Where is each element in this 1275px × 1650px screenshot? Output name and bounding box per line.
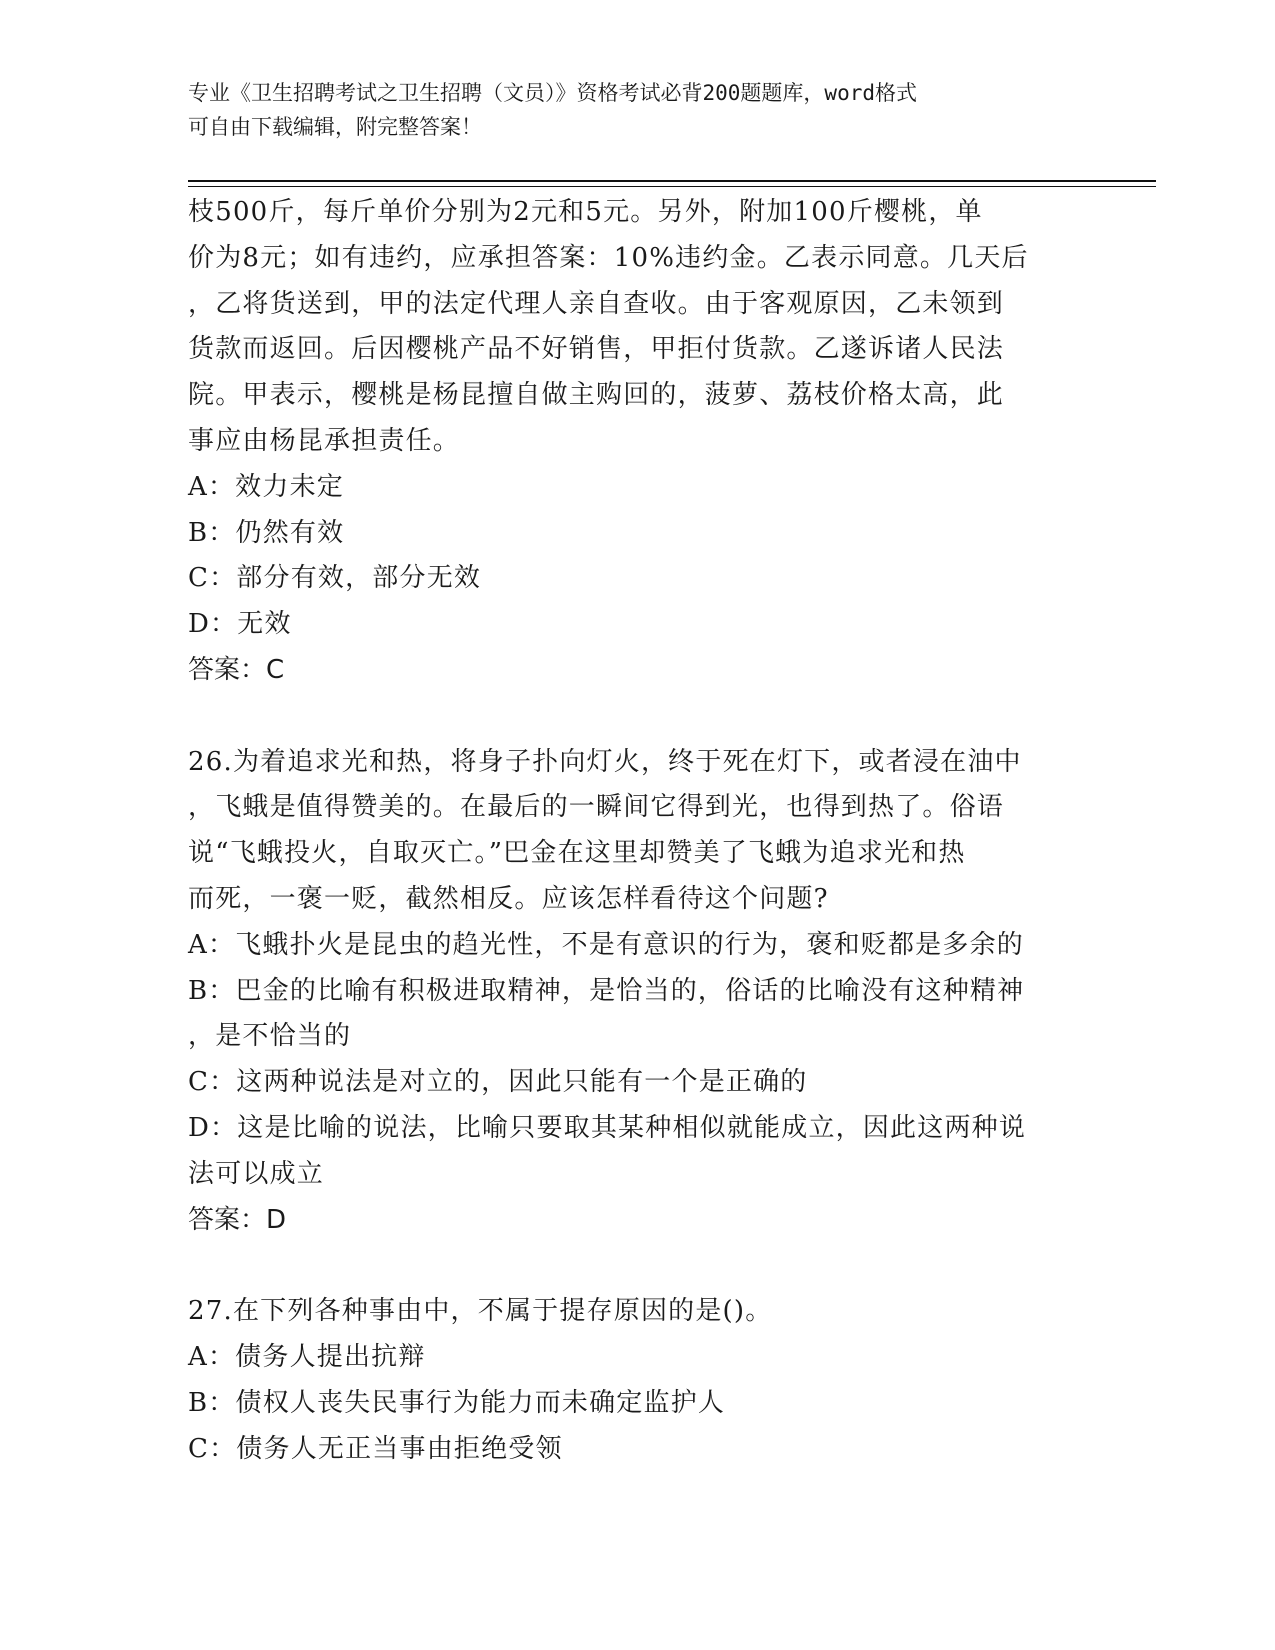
question-27 <box>188 1289 1078 1472</box>
header-line-2: 可自由下载编辑，附完整答案！ <box>188 115 482 139</box>
question-text-line: 26.为着追求光和热，将身子扑向灯火，终于死在灯下，或者浸在油中 <box>188 746 1022 777</box>
header-line-1: 专业《卫生招聘考试之卫生招聘（文员）》资格考试必背200题题库，word格式 <box>188 81 917 105</box>
option-c: C：部分有效，部分无效 <box>188 563 482 594</box>
option-a: A：债务人提出抗辩 <box>188 1341 426 1372</box>
option-d: D：这是比喻的说法，比喻只要取其某种相似就能成立，因此这两种说 <box>188 1112 1027 1143</box>
header-divider-thin <box>188 186 1156 187</box>
spacer <box>188 1243 1078 1289</box>
question-26 <box>188 740 1078 1244</box>
option-a: A：效力未定 <box>188 471 344 502</box>
question-text-line: ，飞蛾是值得赞美的。在最后的一瞬间它得到光，也得到热了。俗语 <box>188 792 1005 823</box>
spacer <box>188 694 1078 740</box>
option-d: D：无效 <box>188 609 292 640</box>
option-d-continued: 法可以成立 <box>188 1158 325 1189</box>
option-a: A：飞蛾扑火是昆虫的趋光性，不是有意识的行为，褒和贬都是多余的 <box>188 929 1024 960</box>
question-text-line: 说“飞蛾投火，自取灭亡。”巴金在这里却赞美了飞蛾为追求光和热 <box>188 838 966 869</box>
option-b: B：债权人丧失民事行为能力而未确定监护人 <box>188 1387 726 1418</box>
header-divider-thick <box>188 180 1156 182</box>
option-b: B：仍然有效 <box>188 517 345 548</box>
question-25 <box>188 190 1078 694</box>
option-b-continued: ，是不恰当的 <box>188 1021 352 1052</box>
question-text-line: 事应由杨昆承担责任。 <box>188 425 461 456</box>
question-text-line: 27.在下列各种事由中，不属于提存原因的是()。 <box>188 1296 773 1327</box>
document-body <box>188 190 1078 1472</box>
question-text-line: ，乙将货送到，甲的法定代理人亲自查收。由于客观原因，乙未领到 <box>188 288 1005 319</box>
question-text-line: 而死，一褒一贬，截然相反。应该怎样看待这个问题? <box>188 883 829 914</box>
option-c: C：这两种说法是对立的，因此只能有一个是正确的 <box>188 1067 808 1098</box>
option-c: C：债务人无正当事由拒绝受领 <box>188 1433 563 1464</box>
question-text-line: 枝500斤，每斤单价分别为2元和5元。另外，附加100斤樱桃，单 <box>188 197 983 227</box>
answer-label: 答案：C <box>188 654 285 685</box>
document-header <box>188 76 1068 144</box>
answer-label: 答案：D <box>188 1204 287 1235</box>
option-b: B：巴金的比喻有积极进取精神，是恰当的，俗话的比喻没有这种精神 <box>188 975 1025 1006</box>
question-text-line: 价为8元；如有违约，应承担答案：10%违约金。乙表示同意。几天后 <box>188 242 1029 273</box>
question-text-line: 院。甲表示，樱桃是杨昆擅自做主购回的，菠萝、荔枝价格太高，此 <box>188 380 1005 411</box>
question-text-line: 货款而返回。后因樱桃产品不好销售，甲拒付货款。乙遂诉诸人民法 <box>188 334 1005 365</box>
